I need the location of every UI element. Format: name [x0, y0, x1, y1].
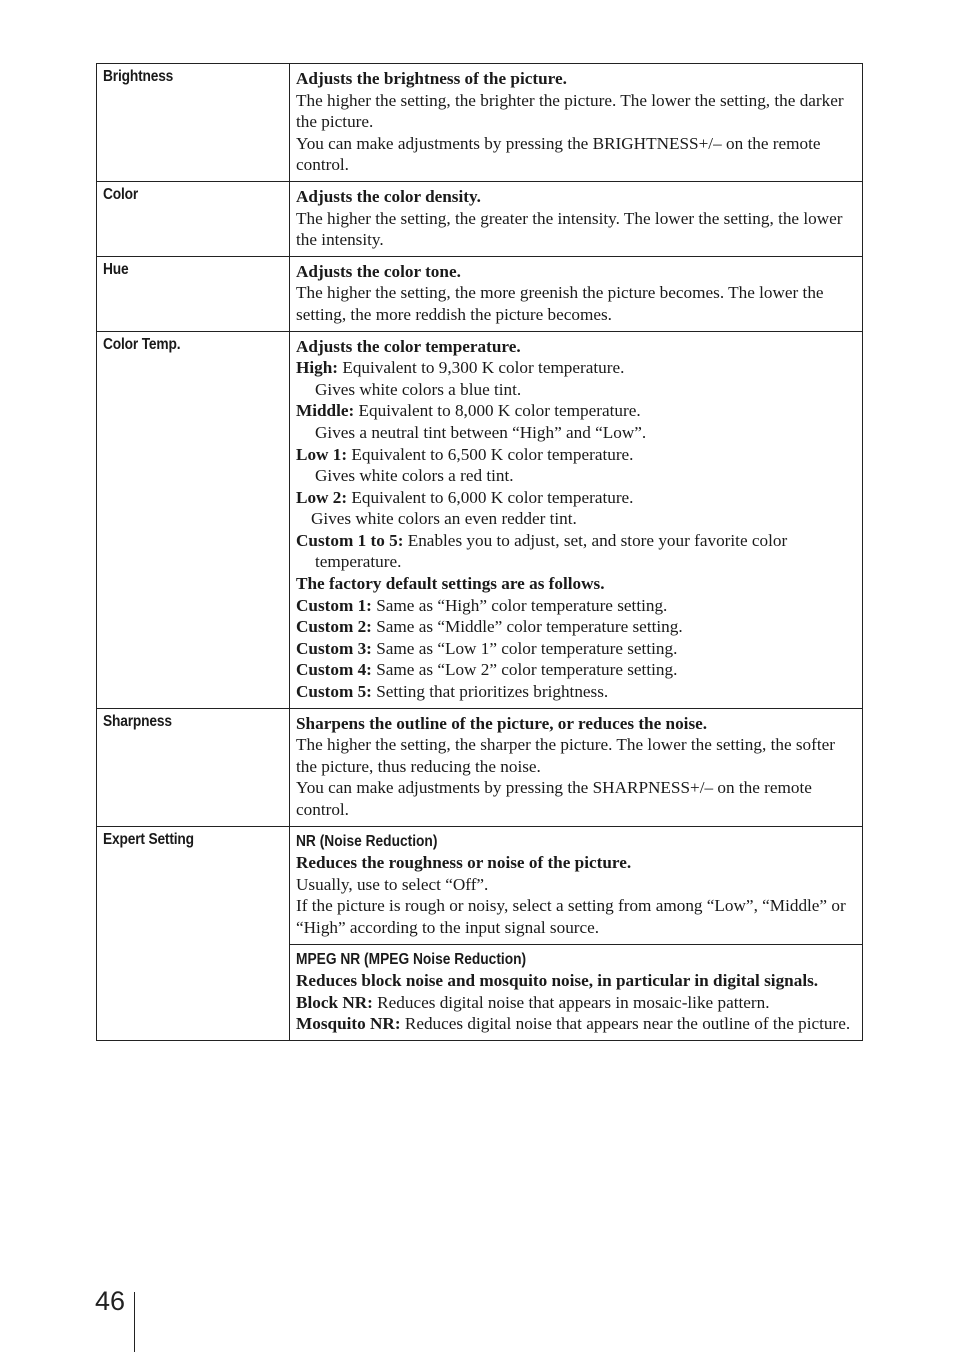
page-number: 46 [95, 1286, 126, 1316]
desc-text: The higher the setting, the sharper the picture. The lower the setting, the softer the picture, thus reducing the noise. [296, 735, 836, 776]
default-custom2: Custom 2: Same as “Middle” color temperature setting. [296, 617, 683, 637]
setting-label-expert: Expert Setting [97, 826, 290, 1040]
table-row [97, 331, 863, 708]
setting-label-hue: Hue [97, 256, 290, 331]
table-row [97, 256, 863, 331]
desc-text: The higher the setting, the greater the intensity. The lower the setting, the lower the intensity. [296, 208, 843, 250]
defaults-heading: The factory default settings are as follows. [296, 574, 605, 594]
desc-title: Adjusts the color density. [296, 186, 481, 206]
setting-desc-mpeg-nr [290, 944, 863, 1040]
option-low2: Low 2: Equivalent to 6,000 K color temperature. [296, 487, 634, 507]
setting-desc-color [290, 181, 863, 256]
option-note: Gives white colors an even redder tint. [311, 509, 577, 529]
default-custom1: Custom 1: Same as “High” color temperature setting. [296, 595, 668, 615]
desc-text: If the picture is rough or noisy, select a setting from among “Low”, “Middle” or “High” according to the input signal source. [296, 896, 846, 937]
desc-title: Adjusts the brightness of the picture. [296, 69, 567, 88]
desc-text: You can make adjustments by pressing the BRIGHTNESS+/– on the remote control. [296, 133, 821, 175]
default-custom3: Custom 3: Same as “Low 1” color temperature setting. [296, 638, 678, 658]
setting-desc-hue [290, 256, 863, 331]
setting-desc-sharpness [290, 708, 863, 826]
setting-label-color-temp: Color Temp. [97, 331, 290, 708]
sub-heading-mpeg-nr: MPEG NR (MPEG Noise Reduction) [296, 950, 527, 968]
desc-title: Reduces the roughness or noise of the picture. [296, 853, 632, 873]
desc-title: Sharpens the outline of the picture, or reduces the noise. [296, 713, 708, 733]
desc-text: The higher the setting, the more greenish the picture becomes. The lower the setting, the more reddish the picture becomes. [296, 283, 824, 324]
option-high: High: Equivalent to 9,300 K color temperature. [296, 358, 625, 378]
default-custom5: Custom 5: Setting that prioritizes brightness. [296, 682, 609, 702]
sub-heading-nr: NR (Noise Reduction) [296, 832, 438, 850]
table-row [97, 64, 863, 182]
option-note: Gives a neutral tint between “High” and “Low”. [315, 422, 647, 442]
setting-desc-brightness [290, 64, 863, 182]
setting-desc-nr [290, 826, 863, 944]
desc-text: The higher the setting, the brighter the picture. The lower the setting, the darker the picture. [296, 90, 844, 132]
desc-title: Adjusts the color tone. [296, 261, 461, 281]
option-low1: Low 1: Equivalent to 6,500 K color temperature. [296, 444, 634, 464]
setting-desc-color-temp [290, 331, 863, 708]
setting-label-sharpness: Sharpness [97, 708, 290, 826]
desc-title: Reduces block noise and mosquito noise, in particular in digital signals. [296, 971, 819, 991]
table-row [97, 826, 863, 944]
table-row [97, 181, 863, 256]
setting-label-brightness: Brightness [97, 64, 290, 182]
desc-text: You can make adjustments by pressing the SHARPNESS+/– on the remote control. [296, 778, 812, 819]
option-mosquito-nr: Mosquito NR: Reduces digital noise that appears near the outline of the picture. [296, 1014, 851, 1034]
option-block-nr: Block NR: Reduces digital noise that appears in mosaic-like pattern. [296, 992, 770, 1012]
setting-label-color: Color [97, 181, 290, 256]
settings-table [96, 63, 863, 1041]
option-middle: Middle: Equivalent to 8,000 K color temperature. [296, 401, 641, 421]
default-custom4: Custom 4: Same as “Low 2” color temperature setting. [296, 660, 678, 680]
option-note: Gives white colors a blue tint. [315, 379, 522, 399]
desc-title: Adjusts the color temperature. [296, 336, 521, 356]
desc-text: Usually, use to select “Off”. [296, 874, 489, 894]
page-divider [134, 1292, 135, 1352]
table-row [97, 708, 863, 826]
option-custom: Custom 1 to 5: Enables you to adjust, set, and store your favorite color temperature. [296, 530, 788, 572]
option-note: Gives white colors a red tint. [315, 466, 514, 486]
